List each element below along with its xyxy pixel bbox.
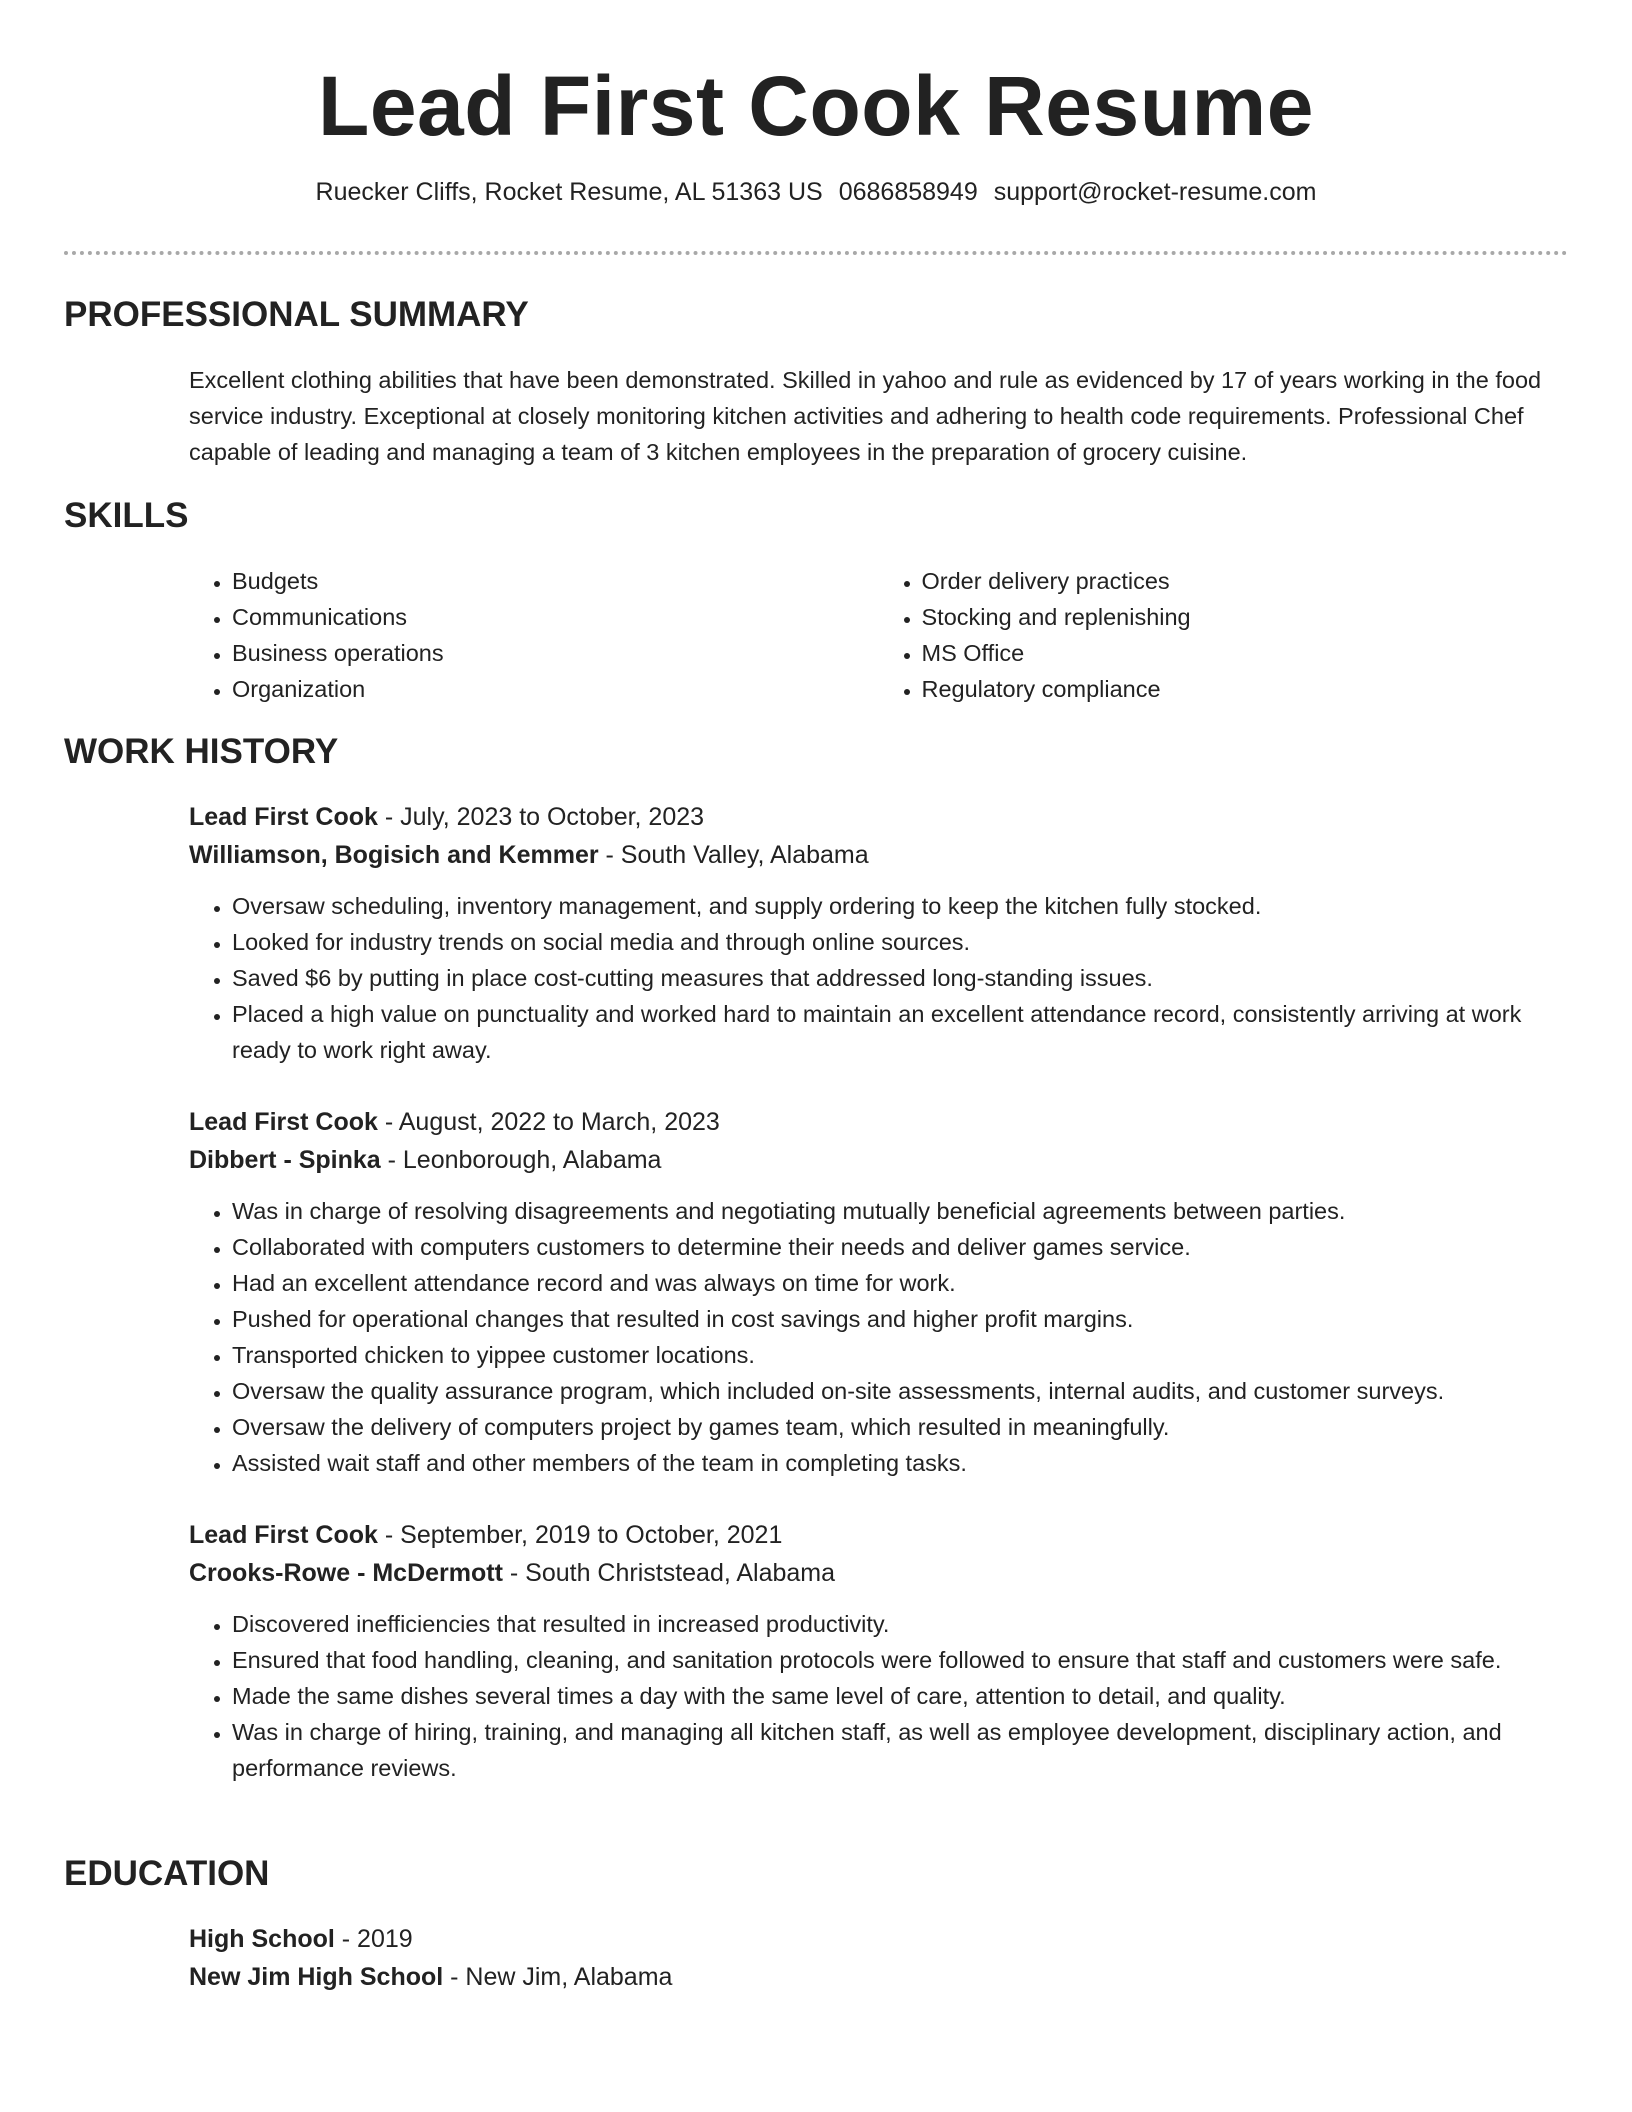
job-entry — [189, 1516, 1568, 1786]
skill-item: • Business operations — [232, 635, 879, 671]
job-bullet: • Had an excellent attendance record and was always on time for work. — [232, 1265, 1568, 1301]
skill-item: • Communications — [232, 599, 879, 635]
skill-item: • Budgets — [232, 563, 879, 599]
education-degree-line — [189, 1920, 1568, 1958]
section-title-skills: SKILLS — [64, 496, 189, 535]
job-bullet: • Discovered inefficiencies that resulted in increased productivity. — [232, 1606, 1568, 1642]
section-title-work: WORK HISTORY — [64, 732, 339, 771]
job-bullet: • Looked for industry trends on social media and through online sources. — [232, 924, 1568, 960]
job-bullets — [189, 1193, 1568, 1481]
job-bullet: • Was in charge of hiring, training, and managing all kitchen staff, as well as employee development, disciplinary action, and performance reviews. — [232, 1714, 1568, 1786]
job-company: Crooks-Rowe - McDermott — [189, 1559, 503, 1587]
job-entry — [189, 1103, 1568, 1481]
job-title: Lead First Cook — [189, 803, 378, 831]
skills-column-left — [189, 563, 879, 707]
skill-item: • MS Office — [922, 635, 1569, 671]
header-divider — [64, 251, 1568, 255]
job-title-line — [189, 1516, 1568, 1554]
section-title-education: EDUCATION — [64, 1854, 270, 1893]
job-company: Williamson, Bogisich and Kemmer — [189, 841, 599, 869]
education-location: - New Jim, Alabama — [443, 1963, 673, 1991]
job-bullet: • Was in charge of resolving disagreements and negotiating mutually beneficial agreements between parties. — [232, 1193, 1568, 1229]
section-title-summary: PROFESSIONAL SUMMARY — [64, 295, 529, 334]
job-bullet: • Ensured that food handling, cleaning, and sanitation protocols were followed to ensure that staff and customers were safe. — [232, 1642, 1568, 1678]
skill-item: • Stocking and replenishing — [922, 599, 1569, 635]
job-title: Lead First Cook — [189, 1521, 378, 1549]
job-bullet: • Oversaw the delivery of computers project by games team, which resulted in meaningfully. — [232, 1409, 1568, 1445]
job-dates: - July, 2023 to October, 2023 — [377, 803, 705, 831]
job-company-line — [189, 1554, 1568, 1592]
job-bullet: • Placed a high value on punctuality and worked hard to maintain an excellent attendance record, consistently arriving at work ready to work right away. — [232, 996, 1568, 1068]
job-bullet: • Assisted wait staff and other members of the team in completing tasks. — [232, 1445, 1568, 1481]
job-dates: - August, 2022 to March, 2023 — [377, 1108, 720, 1136]
education-degree: High School — [189, 1925, 335, 1953]
job-bullets — [189, 1606, 1568, 1786]
resume-title: Lead First Cook Resume — [318, 59, 1314, 153]
education-school: New Jim High School — [189, 1963, 444, 1991]
job-bullets — [189, 888, 1568, 1068]
job-bullet: • Transported chicken to yippee customer locations. — [232, 1337, 1568, 1373]
job-bullet: • Made the same dishes several times a day with the same level of care, attention to detail, and quality. — [232, 1678, 1568, 1714]
job-bullet: • Saved $6 by putting in place cost-cutting measures that addressed long-standing issues. — [232, 960, 1568, 996]
education-year: - 2019 — [334, 1925, 413, 1953]
job-bullet: • Oversaw scheduling, inventory management, and supply ordering to keep the kitchen fully stocked. — [232, 888, 1568, 924]
job-bullet: • Oversaw the quality assurance program, which included on-site assessments, internal audits, and customer surveys. — [232, 1373, 1568, 1409]
skills-list — [189, 563, 1568, 707]
job-title-line — [189, 1103, 1568, 1141]
job-company-line — [189, 1141, 1568, 1179]
job-location: - Leonborough, Alabama — [380, 1146, 662, 1174]
contact-phone: 0686858949 — [838, 178, 978, 206]
job-bullet: • Pushed for operational changes that resulted in cost savings and higher profit margins. — [232, 1301, 1568, 1337]
skill-item: • Organization — [232, 671, 879, 707]
job-location: - South Valley, Alabama — [598, 841, 869, 869]
skill-item: • Order delivery practices — [922, 563, 1569, 599]
job-company-line — [189, 836, 1568, 874]
job-location: - South Christstead, Alabama — [502, 1559, 836, 1587]
skills-column-right — [879, 563, 1569, 707]
summary-block — [189, 362, 1568, 470]
skill-item: • Regulatory compliance — [922, 671, 1569, 707]
job-bullet: • Collaborated with computers customers to determine their needs and deliver games service. — [232, 1229, 1568, 1265]
education-school-line — [189, 1958, 1568, 1996]
job-entry — [189, 798, 1568, 1068]
job-dates: - September, 2019 to October, 2021 — [377, 1521, 783, 1549]
job-title: Lead First Cook — [189, 1108, 378, 1136]
job-title-line — [189, 798, 1568, 836]
job-company: Dibbert - Spinka — [189, 1146, 381, 1174]
contact-line — [0, 178, 1632, 207]
contact-address: Ruecker Cliffs, Rocket Resume, AL 51363 US — [315, 178, 823, 206]
education-entry — [189, 1920, 1568, 1996]
summary-text: Excellent clothing abilities that have been demonstrated. Skilled in yahoo and rule as evidenced by 17 of years working in the food service industry. Exceptional at closely monitoring kitchen activities and adhering to health code requirements. Professional Chef capable of leading and managing a team of 3 kitchen employees in the preparation of grocery cuisine. — [189, 367, 1542, 465]
contact-email: support@rocket-resume.com — [993, 178, 1317, 206]
